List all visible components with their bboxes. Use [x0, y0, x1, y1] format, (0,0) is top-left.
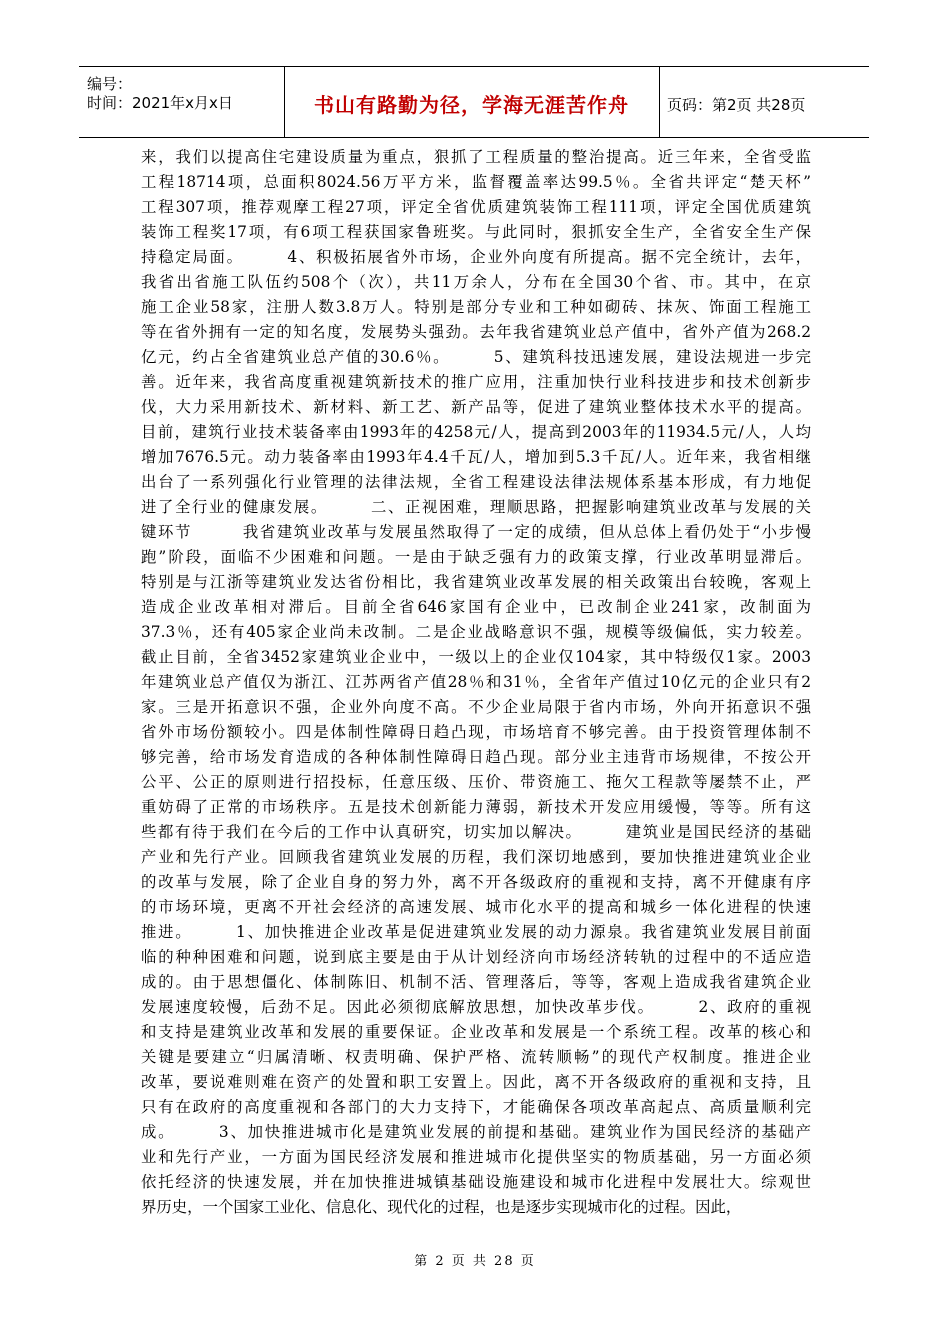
body-text-line: 造成企业改革相对滞后。目前全省646家国有企业中，已改制企业241家，改制面为	[141, 598, 811, 616]
body-text-line: 善。近年来，我省高度重视建筑新技术的推广应用，注重加快行业科技进步和技术创新步	[141, 373, 811, 391]
body-text-line: 工程307项，推荐观摩工程27项，评定全省优质建筑装饰工程111项，评定全国优质建筑	[141, 198, 811, 216]
body-text-line: 发展速度较慢，后劲不足。因此必须彻底解放思想，加快改革步伐。 2、政府的重视	[141, 998, 811, 1016]
body-text-line: 施工企业58家，注册人数3.8万人。特别是部分专业和工种如砌砖、抹灰、饰面工程施工	[141, 298, 811, 316]
body-text-line: 截止目前，全省3452家建筑业企业中，一级以上的企业仅104家，其中特级仅1家。2003	[141, 648, 811, 666]
header-page-info: 页码：第2页 共28页	[667, 96, 806, 114]
body-text-line: 省外市场份额较小。四是体制性障碍日趋凸现，市场培育不够完善。由于投资管理体制不	[141, 723, 811, 741]
body-text-line: 业和先行产业，一方面为国民经济发展和推进城市化提供坚实的物质基础，另一方面必须	[141, 1148, 811, 1166]
body-text-line: 跑”阶段，面临不少困难和问题。一是由于缺乏强有力的政策支撑，行业改革明显滞后。	[141, 548, 811, 566]
body-text-line: 公平、公正的原则进行招投标，任意压级、压价、带资施工、拖欠工程款等屡禁不止，严	[141, 773, 811, 791]
body-text-line: 够完善，给市场发育造成的各种体制性障碍日趋凸现。部分业主违背市场规律，不按公开	[141, 748, 811, 766]
document-number-label: 编号：	[87, 75, 133, 93]
header-motto-cell	[284, 67, 660, 137]
body-text-line: 关键是要建立“归属清晰、权责明确、保护严格、流转顺畅”的现代产权制度。推进企业	[141, 1048, 811, 1066]
body-text-line: 装饰工程奖17项，有6项工程获国家鲁班奖。与此同时，狠抓安全生产，全省安全生产保	[141, 223, 811, 241]
body-text-line: 成的。由于思想僵化、体制陈旧、机制不活、管理落后，等等，客观上造成我省建筑企业	[141, 973, 811, 991]
body-text-line: 改革，要说难则难在资产的处置和职工安置上。因此，离不开各级政府的重视和支持，且	[141, 1073, 811, 1091]
body-text-line: 只有在政府的高度重视和各部门的大力支持下，才能确保各项改革高起点、高质量顺利完	[141, 1098, 811, 1116]
body-text-line: 些都有待于我们在今后的工作中认真研究，切实加以解决。 建筑业是国民经济的基础	[141, 823, 811, 841]
body-text-line: 增加7676.5元。动力装备率由1993年4.4千瓦/人，增加到5.3千瓦/人。近年来，我省相继	[141, 448, 811, 466]
header-motto: 书山有路勤为径，学海无涯苦作舟	[314, 93, 629, 117]
body-text-line: 进了全行业的健康发展。 二、正视困难，理顺思路，把握影响建筑业改革与发展的关	[141, 498, 811, 516]
page-header	[79, 66, 869, 138]
body-text-line: 年建筑业总产值仅为浙江、江苏两省产值28％和31％，全省年产值过10亿元的企业只有2	[141, 673, 811, 691]
body-text-line: 工程18714项，总面积8024.56万平方米，监督覆盖率达99.5％。全省共评定“楚天杯”	[141, 173, 811, 191]
body-text-line: 家。三是开拓意识不强，企业外向度不高。不少企业局限于省内市场，外向开拓意识不强	[141, 698, 811, 716]
header-meta-cell	[79, 67, 285, 137]
body-text-line: 持稳定局面。 4、积极拓展省外市场，企业外向度有所提高。据不完全统计，去年，	[141, 248, 811, 266]
body-text-line: 来，我们以提高住宅建设质量为重点，狠抓了工程质量的整治提高。近三年来，全省受监	[141, 148, 811, 166]
body-text-line: 和支持是建筑业改革和发展的重要保证。企业改革和发展是一个系统工程。改革的核心和	[141, 1023, 811, 1041]
page-footer: 第 2 页 共 28 页	[414, 1254, 536, 1269]
body-text-line: 的改革与发展，除了企业自身的努力外，离不开各级政府的重视和支持，离不开健康有序	[141, 873, 811, 891]
body-text-line: 依托经济的快速发展，并在加快推进城镇基础设施建设和城市化进程中发展壮大。综观世	[141, 1173, 811, 1191]
body-text-line: 键环节 我省建筑业改革与发展虽然取得了一定的成绩，但从总体上看仍处于“小步慢	[141, 523, 811, 541]
body-text-line: 37.3％，还有405家企业尚未改制。二是企业战略意识不强，规模等级偏低，实力较差。	[141, 623, 811, 641]
header-page-cell	[659, 67, 869, 137]
body-text-line: 重妨碍了正常的市场秩序。五是技术创新能力薄弱，新技术开发应用缓慢，等等。所有这	[141, 798, 811, 816]
body-text-line: 界历史，一个国家工业化、信息化、现代化的过程，也是逐步实现城市化的过程。因此，	[141, 1198, 742, 1216]
body-text-line: 成。 3、加快推进城市化是建筑业发展的前提和基础。建筑业作为国民经济的基础产	[141, 1123, 811, 1141]
body-text-line: 等在省外拥有一定的知名度，发展势头强劲。去年我省建筑业总产值中，省外产值为268.2	[141, 323, 811, 341]
body-text-line: 我省出省施工队伍约508个（次），共11万余人，分布在全国30个省、市。其中，在京	[141, 273, 811, 291]
document-body	[141, 145, 811, 1220]
body-text-line: 特别是与江浙等建筑业发达省份相比，我省建筑业改革发展的相关政策出台较晚，客观上	[141, 573, 811, 591]
body-text-line: 产业和先行产业。回顾我省建筑业发展的历程，我们深切地感到，要加快推进建筑业企业	[141, 848, 811, 866]
document-time-label: 时间：2021年x月x日	[87, 94, 233, 112]
body-text-line: 的市场环境，更离不开社会经济的高速发展、城市化水平的提高和城乡一体化进程的快速	[141, 898, 811, 916]
body-text-line: 临的种种困难和问题，说到底主要是由于从计划经济向市场经济转轨的过程中的不适应造	[141, 948, 811, 966]
body-text-line: 亿元，约占全省建筑业总产值的30.6％。 5、建筑科技迅速发展，建设法规进一步完	[141, 348, 811, 366]
body-text-line: 伐，大力采用新技术、新材料、新工艺、新产品等，促进了建筑业整体技术水平的提高。	[141, 398, 811, 416]
body-text-line: 出台了一系列强化行业管理的法律法规，全省工程建设法律法规体系基本形成，有力地促	[141, 473, 811, 491]
body-text-line: 目前，建筑行业技术装备率由1993年的4258元/人，提高到2003年的11934.5元/人，人均	[141, 423, 811, 441]
body-text-line: 推进。 1、加快推进企业改革是促进建筑业发展的动力源泉。我省建筑业发展目前面	[141, 923, 811, 941]
